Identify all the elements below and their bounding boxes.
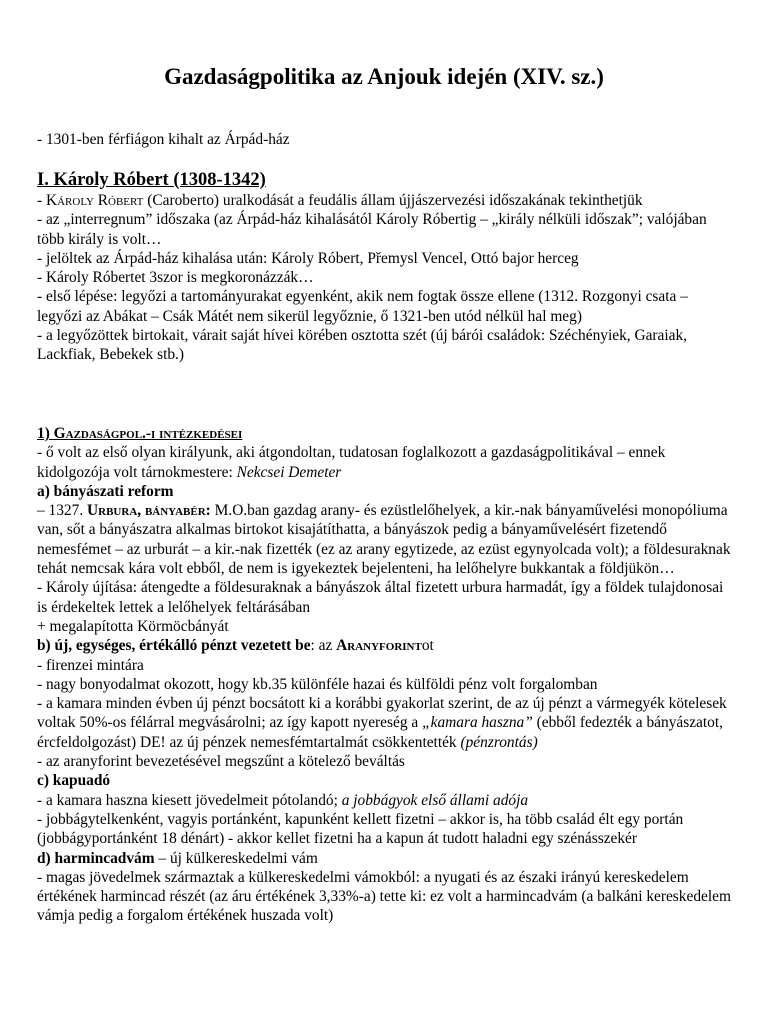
paragraph bbox=[37, 791, 737, 810]
italic-term: (pénzrontás) bbox=[460, 733, 538, 751]
paragraph: - az aranyforint bevezetésével megszűnt a kötelező beváltás bbox=[37, 753, 405, 771]
term-bold: Aranyforint bbox=[336, 637, 422, 655]
intro-line: - 1301-ben férfiágon kihalt az Árpád-ház bbox=[37, 131, 290, 148]
text-fragment: ban gazdag arany- és ezüstlelőhelyek, a kir.-nak bányaművelési monopóliuma van, sőt a bányászatra alkalmas birtokot kisajátíthatta, a bányászok pedig a bányaművelésért fizetendő nemesfémet – az urburát – a kir.-nak fizették (ez az arany egytizede, az ezüst egynyolcada volt); a földesuraknak tehát nemcsak kára volt ebből, de nem is igyekeztek bejelenteni, ha lelőhelyre bukkantak a földjükön… bbox=[37, 502, 731, 578]
text-fragment: M.O. bbox=[210, 502, 248, 520]
subheading-d bbox=[37, 849, 737, 868]
paragraph bbox=[37, 501, 737, 578]
text-fragment: : az bbox=[310, 637, 337, 655]
paragraph: - első lépése: legyőzi a tartományurakat egyenként, akik nem fogtak össze ellene (1312. Rozgonyi csata – legyőzi az Abákat – Csák Mátét nem sikerül legyőznie, ő 1321-ben utód nélkül hal meg) bbox=[37, 288, 688, 325]
paragraph: - jobbágytelkenként, vagyis portánként, kapunként kellett fizetni – akkor is, ha több család élt egy portán (jobbágyportánként 18 dénárt) - akkor kellet fizetni ha a kapun át tudott haladni egy szénásszekér bbox=[37, 810, 684, 848]
paragraph: - firenzei mintára bbox=[37, 656, 144, 674]
section-heading: I. Károly Róbert (1308-1342) bbox=[37, 170, 266, 190]
text-fragment: - ő volt az első olyan királyunk, aki átgondoltan, tudatosan foglalkozott a gazdaságpolitikával – ennek kidolgozója volt tárnokmestere: bbox=[37, 444, 666, 481]
term-bold: Urbura, bányabér: bbox=[87, 502, 211, 520]
italic-term: „kamara haszna” bbox=[422, 714, 533, 732]
paragraph: - a legyőzöttek birtokait, várait saját hívei körében osztotta szét (új bárói családok: Széchényiek, Garaiak, Lackfiak, Bebekek stb.) bbox=[37, 327, 688, 364]
paragraph: - nagy bonyodalmat okozott, hogy kb.35 különféle hazai és külföldi pénz volt forgalomban bbox=[37, 675, 598, 693]
paragraph: - magas jövedelmek származtak a külkereskedelmi vámokból: a nyugati és az északi irányú kereskedelem értékének harmincad részét (az áru értékének 3,33%-a) tette ki: ez volt a harmincadvám (a balkáni kereskedelem vámja pedig a forgalom értékének huszada volt) bbox=[37, 868, 731, 925]
paragraph: - Károly Róbertet 3szor is megkoronázzák… bbox=[37, 269, 314, 287]
paragraph: - az „interregnum” időszaka (az Árpád-ház kihalásától Károly Róbertig – „király nélküli időszak”; valójában több király is volt… bbox=[37, 211, 707, 248]
name-smallcaps: Károly Róbert bbox=[45, 192, 144, 209]
italic-name: Nekcsei Demeter bbox=[236, 463, 342, 481]
paragraph bbox=[37, 694, 737, 752]
heading-text: Gazdaságpol.-i intézkedései bbox=[53, 425, 243, 442]
text-fragment: – 1327. bbox=[37, 502, 88, 520]
text-fragment: - bbox=[37, 192, 46, 209]
text-fragment: – új külkereskedelmi vám bbox=[154, 849, 318, 867]
text-fragment: - a kamara haszna kiesett jövedelmeit pótolandó; bbox=[37, 791, 342, 809]
paragraph bbox=[37, 191, 737, 210]
intro-block bbox=[37, 130, 737, 149]
text-fragment: ot bbox=[421, 637, 434, 655]
subheading-text: d) harmincadvám bbox=[37, 849, 155, 867]
section-heading bbox=[37, 424, 737, 443]
paragraph: + megalapította Körmöcbányát bbox=[37, 617, 229, 635]
text-fragment: (ebből fedezték a bányászatot, ércfeldolgozást) DE! az új pénzek nemesfémtartalmát csökkentették bbox=[37, 714, 723, 751]
paragraph bbox=[37, 443, 737, 482]
section-karoly-robert bbox=[37, 169, 737, 365]
text-fragment: - a kamara minden évben új pénzt bocsátott ki a korábbi gyakorlat szerint, de az új pénzt a vármegyék kötelesek voltak 50%-os félárral megvásárolni; az így kapott nyereség a bbox=[37, 695, 727, 732]
italic-term: a jobbágyok első állami adója bbox=[341, 791, 529, 809]
subheading-b bbox=[37, 636, 737, 655]
page-title: Gazdaságpolitika az Anjouk idején (XIV. sz.) bbox=[164, 64, 604, 89]
paragraph: - jelöltek az Árpád-ház kihalása után: Károly Róbert, Přemysl Vencel, Ottó bajor herceg bbox=[37, 249, 579, 267]
subheading-a: a) bányászati reform bbox=[37, 482, 174, 500]
subheading-text: b) új, egységes, értékálló pénzt vezetett be bbox=[37, 637, 311, 655]
text-fragment: (Caroberto) uralkodását a feudális állam újjászervezési időszakának tekinthetjük bbox=[143, 192, 643, 209]
section-gazdasagpolitika bbox=[37, 424, 737, 926]
paragraph: - Károly újítása: átengedte a földesuraknak a bányászok által fizetett urbura harmadát, így a földek tulajdonosai is érdekeltek lettek a lelőhelyek feltárásában bbox=[37, 579, 724, 616]
subheading-c: c) kapuadó bbox=[37, 772, 111, 790]
heading-number: 1) bbox=[37, 425, 54, 442]
